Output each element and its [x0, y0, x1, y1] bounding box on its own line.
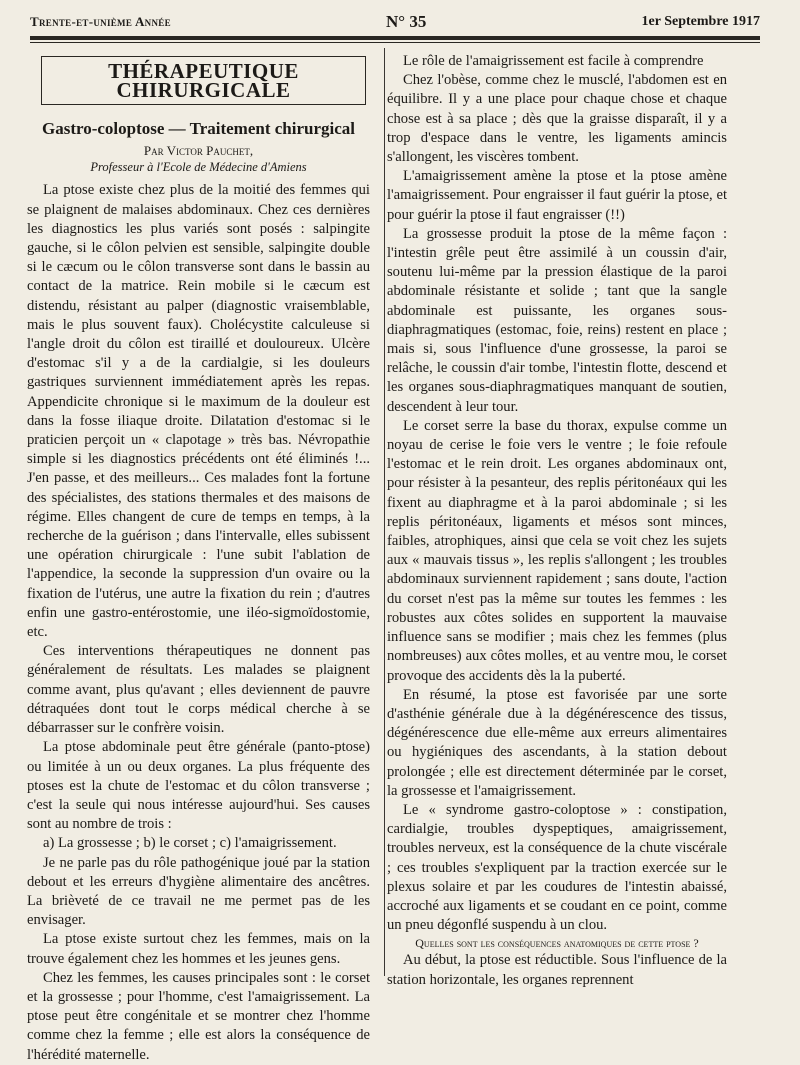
paragraph: Chez l'obèse, comme chez le musclé, l'abdomen est en équilibre. Il y a une place pour chaque chose et chaque chose est à sa place ; dès que la graisse disparaît, il y a trop d'espace dans le ventre, les ligaments amincis s'allongent, les viscères tombent. — [387, 72, 727, 166]
paragraph: Je ne parle pas du rôle pathogénique joué par la station debout et les erreurs d'hygiène alimentaire des ancêtres. La brièveté de ce travail ne me permet pas de les envisager. — [27, 854, 370, 929]
paragraph: Le corset serre la base du thorax, expulse comme un noyau de cerise le foie vers le ventre ; le foie refoule l'estomac et le rein droit. Les organes abdominaux ont, pour résister à la pesanteur, des replis péritonéaux qui les fixent au diaphragme et à la paroi abdominale ; si les replis péritonéaux, ligaments et mésos sont minces, faibles, atrophiques, ainsi que cela se voit chez les sujets aux « mauvais tissus », les replis s'allongent ; les troubles abdominaux surviennent rapidement ; sans doute, l'action du corset n'est pas la même sur toutes les femmes : les robustes aux côtes solides en supportent la mauvaise influence sans se modifier ; mais chez les femmes (plus nombreuses) aux côtes molles, et au ventre mou, le corset provoque des accidents dès la la puberté. — [387, 417, 727, 684]
paragraph: Le « syndrome gastro-coloptose » : constipation, cardialgie, troubles dyspeptiques, amaigrissement, troubles nerveux, est la conséquence de la chute viscérale ; ces troubles s'expliquent par la traction exercée sur le plexus solaire et par les coudures de l'intestin abaissé, accroché aux ligaments et se coudant en ce point, comme un pneu dégonflé suspendu à un clou. — [387, 801, 727, 934]
paragraph: L'amaigrissement amène la ptose et la ptose amène l'amaigrissement. Pour engraisser il faut guérir la ptose, et pour guérir la ptose il faut engraisser (!!) — [387, 168, 727, 223]
paragraph: Chez les femmes, les causes principales sont : le corset et la grossesse ; pour l'homme, c'est l'amaigrissement. La ptose peut être congénitale et se montrer chez l'homme comme chez la femme ; elle est alors la conséquence de l'hérédité maternelle. — [27, 969, 370, 1063]
section-title: THÉRAPEUTIQUE CHIRURGICALE — [41, 56, 366, 105]
author-byline: Par Victor Pauchet, — [143, 143, 254, 159]
paragraph: En résumé, la ptose est favorisée par une sorte d'asthénie générale due à la dégénérescence des tissus, dégénérescence due elle-même aux erreurs alimentaires ou hygiéniques des ascendants, à la station debout prolongée ; elle est directement déterminée par le corset, la grossesse et l'amaigrissement. — [387, 686, 727, 799]
paragraph: Au début, la ptose est réductible. Sous l'influence de la station horizontale, les organes reprennent — [387, 952, 727, 988]
article-title: Gastro-coloptose — Traitement chirurgical — [41, 119, 356, 139]
paragraph: Ces interventions thérapeutiques ne donnent pas généralement de résultats. Les malades se plaignent comme avant, plus qu'avant ; elles deviennent de pauvre détraquées dont tout le corps médical cherche à se débarrasser sur le confrère voisin. — [27, 643, 370, 737]
paragraph: La ptose existe chez plus de la moitié des femmes qui se plaignent de malaises abdominaux. Chez ces dernières les diagnostics les plus variés sont posés : salpingite gauche, si le côlon pelvien est sensible, salpingite double si le cæcum ou le côlon transverse sont dans le bassin au contact de la matrice. Rein mobile si le cæcum est distendu, résistant au palper (diagnostic vraisemblable, mais le plus souvent faux). Cholécystite calculeuse si l'angle droit du côlon est tiraillé et douloureux. Ulcère d'estomac s'il y a de la cardialgie, si les douleurs gastriques surviennent immédiatement après les repas. Appendicite chronique si le maximum de la douleur est dans la fosse iliaque droite. Dilatation d'estomac si le praticien perçoit un « clapotage » très bas. Névropathie simple si les diagnostics précédents ont été éliminés !... J'en passe, et des meilleurs... Ces malades font la fortune des spécialistes, des stations thermales et des maisons de régime. Elles changent de cure de temps en temps, à la recherche de la guérison ; dans l'intervalle, elles subissent une opération chirurgicale : l'une subit l'ablation de l'appendice, la seconde la suppression d'un ovaire ou la fixation de l'utérus, une autre la fixation du rein ; d'autres enfin une gastro-entérostomie, une iléo-sigmoïdostomie, etc. — [27, 182, 370, 641]
author-affiliation: Professeur à l'Ecole de Médecine d'Amiens — [90, 160, 307, 175]
paragraph: a) La grossesse ; b) le corset ; c) l'amaigrissement. — [43, 835, 337, 852]
header-rule-thick — [30, 36, 760, 40]
issue-number: N° 35 — [386, 12, 427, 31]
paragraph: La ptose abdominale peut être générale (panto-ptose) ou limitée à un ou deux organes. La plus fréquente des ptoses est la chute de l'estomac et du côlon transverse ; c'est la seule qui nous intéresse aujourd'hui. Ses causes sont au nombre de trois : — [27, 739, 370, 833]
paragraph: La grossesse produit la ptose de la même façon : l'intestin grêle peut être assimilé à un coussin d'air, soutenu lui-même par la pression élastique de la paroi abdominale résistante et solide ; tant que la sangle abdominale est puissante, les organes sous-diaphragmatiques (estomac, foie, reins) restent en place ; mais si, sous l'influence d'une grossesse, la paroi se relâche, le coussin d'air tombe, l'intestin flotte, descend et les organes sous-diaphragmatiques manquant de soutien, descendent à leur tour. — [387, 225, 727, 415]
volume-year: Trente-et-unième Année — [30, 14, 171, 29]
page-header — [30, 12, 760, 34]
subheading: Quelles sont les conséquences anatomiques de cette ptose ? — [415, 936, 699, 951]
issue-date: 1er Septembre 1917 — [641, 14, 760, 29]
header-rule-thin — [30, 42, 760, 43]
paragraph: La ptose existe surtout chez les femmes, mais on la trouve également chez les hommes et les jeunes gens. — [27, 931, 370, 967]
paragraph: Le rôle de l'amaigrissement est facile à comprendre — [403, 53, 704, 69]
left-column — [27, 52, 370, 1065]
right-column — [387, 52, 727, 990]
column-divider — [384, 48, 385, 976]
